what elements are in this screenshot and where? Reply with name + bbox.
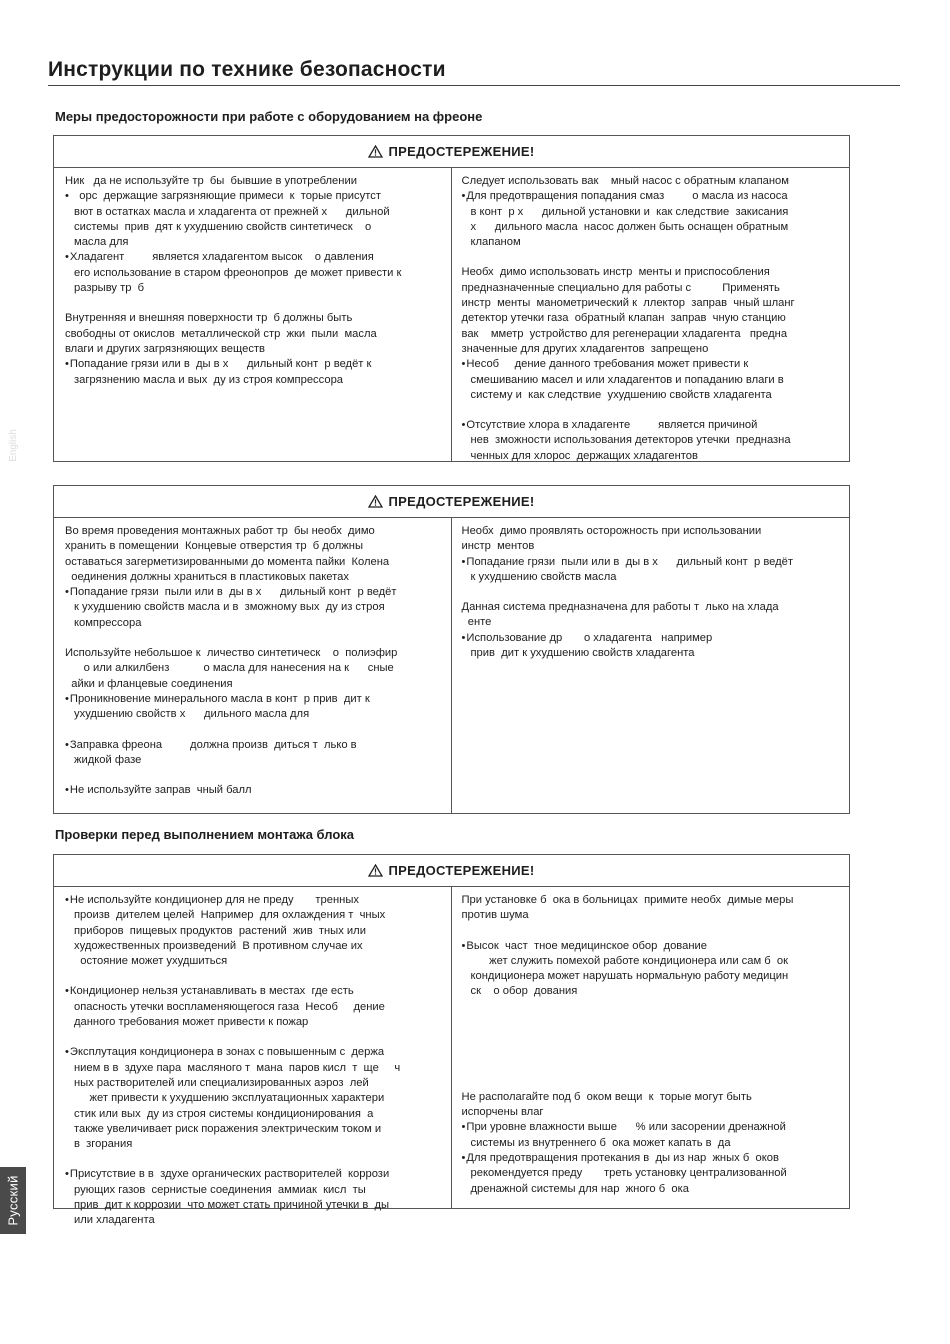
bullet-item: • Проникновение минерального масла в конт р прив дит к ухудшению свойств х дильного масла для [65, 692, 443, 723]
paragraph-spacer [462, 250, 842, 265]
caution-header [54, 486, 849, 518]
caution-header [54, 136, 849, 168]
warning-triangle-icon [368, 864, 383, 877]
bullet-item: • Для предотвращения протекания в ды из нар жных б оков рекомендуется преду треть установку централизованной дренажной системы для нар жного б ока [462, 1151, 842, 1197]
paragraph-spacer [65, 969, 443, 984]
bullet-item: • Несоб дение данного требования может привести к смешиванию масел и или хладагентов и попаданию влаги в систему и как следствие ухудшению свойств хладагента [462, 357, 842, 403]
bullet-item: • Эксплутация кондиционера в зонах с повышенным с держа нием в в здухе пара масляного т мана паров кисл т ще ч ных растворителей или специализированных аэроз лей жет привести к ухудшению эксплуатационных характери стик или вых ду из строя системы кондиционирования а также увеличивает риск поражения электрическим током и в згорания [65, 1045, 443, 1152]
bullet-item: • Попадание грязи пыли или в ды в х дильный конт р ведёт к ухудшению свойств масла и в зможному вых ду из строя компрессора [65, 585, 443, 631]
paragraph-spacer [65, 631, 443, 646]
bullet-item: • Заправка фреона должна произв диться т лько в жидкой фазе [65, 738, 443, 769]
side-tab-label: Русский [5, 1175, 21, 1226]
bullet-item: • Отсутствие хлора в хладагенте является причиной нев зможности использования детекторов утечки предназна ченных для хлорос держащих хладагентов [462, 418, 842, 464]
paragraph-spacer [65, 1030, 443, 1045]
bullet-item: • Для предотвращения попадания смаз о масла из насоса в конт р х дильной установки и как следствие закисания х дильного масла насос должен быть оснащен обратным клапаном [462, 189, 842, 250]
bullet-item: • орс держащие загрязняющие примеси к торые присутст вют в остатках масла и хладагента от прежней х дильной системы прив дят к ухудшению свойств синтетическ о масла для [65, 189, 443, 250]
caution-right-column [452, 887, 850, 1209]
caution-box-1 [53, 135, 850, 462]
paragraph: Ник да не используйте тр бы бывшие в употреблении [65, 175, 357, 187]
paragraph: Необх димо использовать инстр менты и приспособления предназначенные специально для работы с Применять инстр менты манометрический к ллектор заправ чный шланг детектор утечки газа обратный клапан заправ чную станцию вак мметр устройство для регенерации хладагента предна значенные для других хладагентов запрещено [461, 266, 795, 355]
paragraph-spacer [462, 585, 842, 600]
paragraph-spacer [65, 1152, 443, 1167]
paragraph: Не располагайте под б оком вещи к торые могут быть испорчены влаг [461, 1090, 752, 1119]
paragraph: Используйте небольшое к личество синтетическ о полиэфир о или алкилбенз о масла для нанесения на к сные айки и фланцевые соединения [65, 647, 398, 690]
side-tab-language[interactable] [0, 1167, 26, 1234]
bullet-item: • Хладагент является хладагентом высок о давления его использование в старом фреонопров де может привести к разрыву тр б [65, 250, 443, 296]
side-tab-english[interactable]: English [7, 428, 19, 462]
bullet-item: • При уровне влажности выше % или засорении дренажной системы из внутреннего б ока может капать в да [462, 1120, 842, 1151]
paragraph-spacer [462, 924, 842, 939]
bullet-item: • Высок част тное медицинское обор дование жет служить помехой работе кондиционера или сам б ок кондиционера может нарушать нормальную работу медицин ск о обор дования [462, 939, 842, 1000]
section-heading-freon: Меры предосторожности при работе с оборудованием на фреоне [55, 109, 483, 124]
section-heading-installation-checks: Проверки перед выполнением монтажа блока [55, 827, 354, 842]
paragraph-spacer [65, 296, 443, 311]
caution-left-column [54, 518, 452, 814]
paragraph: Данная система предназначена для работы т лько на хлада енте [461, 601, 779, 629]
warning-triangle-icon [368, 145, 383, 158]
caution-right-column [452, 168, 850, 462]
page-title: Инструкции по технике безопасности [48, 58, 446, 81]
paragraph-spacer [462, 1000, 842, 1090]
bullet-item: • Кондиционер нельзя устанавливать в местах где есть опасность утечки воспламеняющегося газа Несоб дение данного требования может привести к пожар [65, 984, 443, 1030]
paragraph: Необх димо проявлять осторожность при использовании инстр ментов [461, 525, 762, 553]
caution-header-label: ПРЕДОСТЕРЕЖЕНИЕ! [388, 494, 535, 509]
bullet-item: • Использование др о хладагента например прив дит к ухудшению свойств хладагента [462, 631, 842, 662]
caution-header-label: ПРЕДОСТЕРЕЖЕНИЕ! [388, 144, 535, 159]
bullet-item: • Не используйте заправ чный балл [65, 783, 443, 798]
caution-header-label: ПРЕДОСТЕРЕЖЕНИЕ! [388, 863, 535, 878]
paragraph: Внутренняя и внешняя поверхности тр б должны быть свободны от окислов металлической стр жки пыли масла влаги и других загрязняющих веществ [65, 312, 377, 355]
caution-box-2 [53, 485, 850, 814]
bullet-item: • Не используйте кондиционер для не преду тренных произв дителем целей Например для охлаждения т чных приборов пищевых продуктов растений жив тных или художественных произведений В противном случае их остояние может ухудшиться [65, 893, 443, 969]
paragraph-spacer [65, 768, 443, 783]
caution-right-column [452, 518, 850, 814]
bullet-item: • Попадание грязи пыли или в ды в х дильный конт р ведёт к ухудшению свойств масла [462, 555, 842, 586]
bullet-item: • Присутствие в в здухе органических растворителей коррози рующих газов сернистые соединения аммиак кисл ты прив дит к коррозии что может стать причиной утечки в ды или хладагента [65, 1167, 443, 1228]
paragraph-spacer [462, 403, 842, 418]
title-divider [48, 85, 900, 86]
caution-box-3 [53, 854, 850, 1227]
warning-triangle-icon [368, 495, 383, 508]
caution-left-column [54, 887, 452, 1227]
paragraph: Следует использовать вак мный насос с обратным клапаном [461, 175, 789, 187]
caution-header [54, 855, 849, 887]
bullet-item: • Попадание грязи или в ды в х дильный конт р ведёт к загрязнению масла и вых ду из строя компрессора [65, 357, 443, 388]
paragraph-spacer [65, 723, 443, 738]
caution-left-column [54, 168, 452, 462]
paragraph: При установке б ока в больницах примите необх димые меры против шума [461, 894, 794, 922]
paragraph: Во время проведения монтажных работ тр бы необх димо хранить в помещении Концевые отверстия тр б должны оставаться загерметизированными до момента пайки Колена оединения должны храниться в пластиковых пакетах [65, 525, 390, 583]
